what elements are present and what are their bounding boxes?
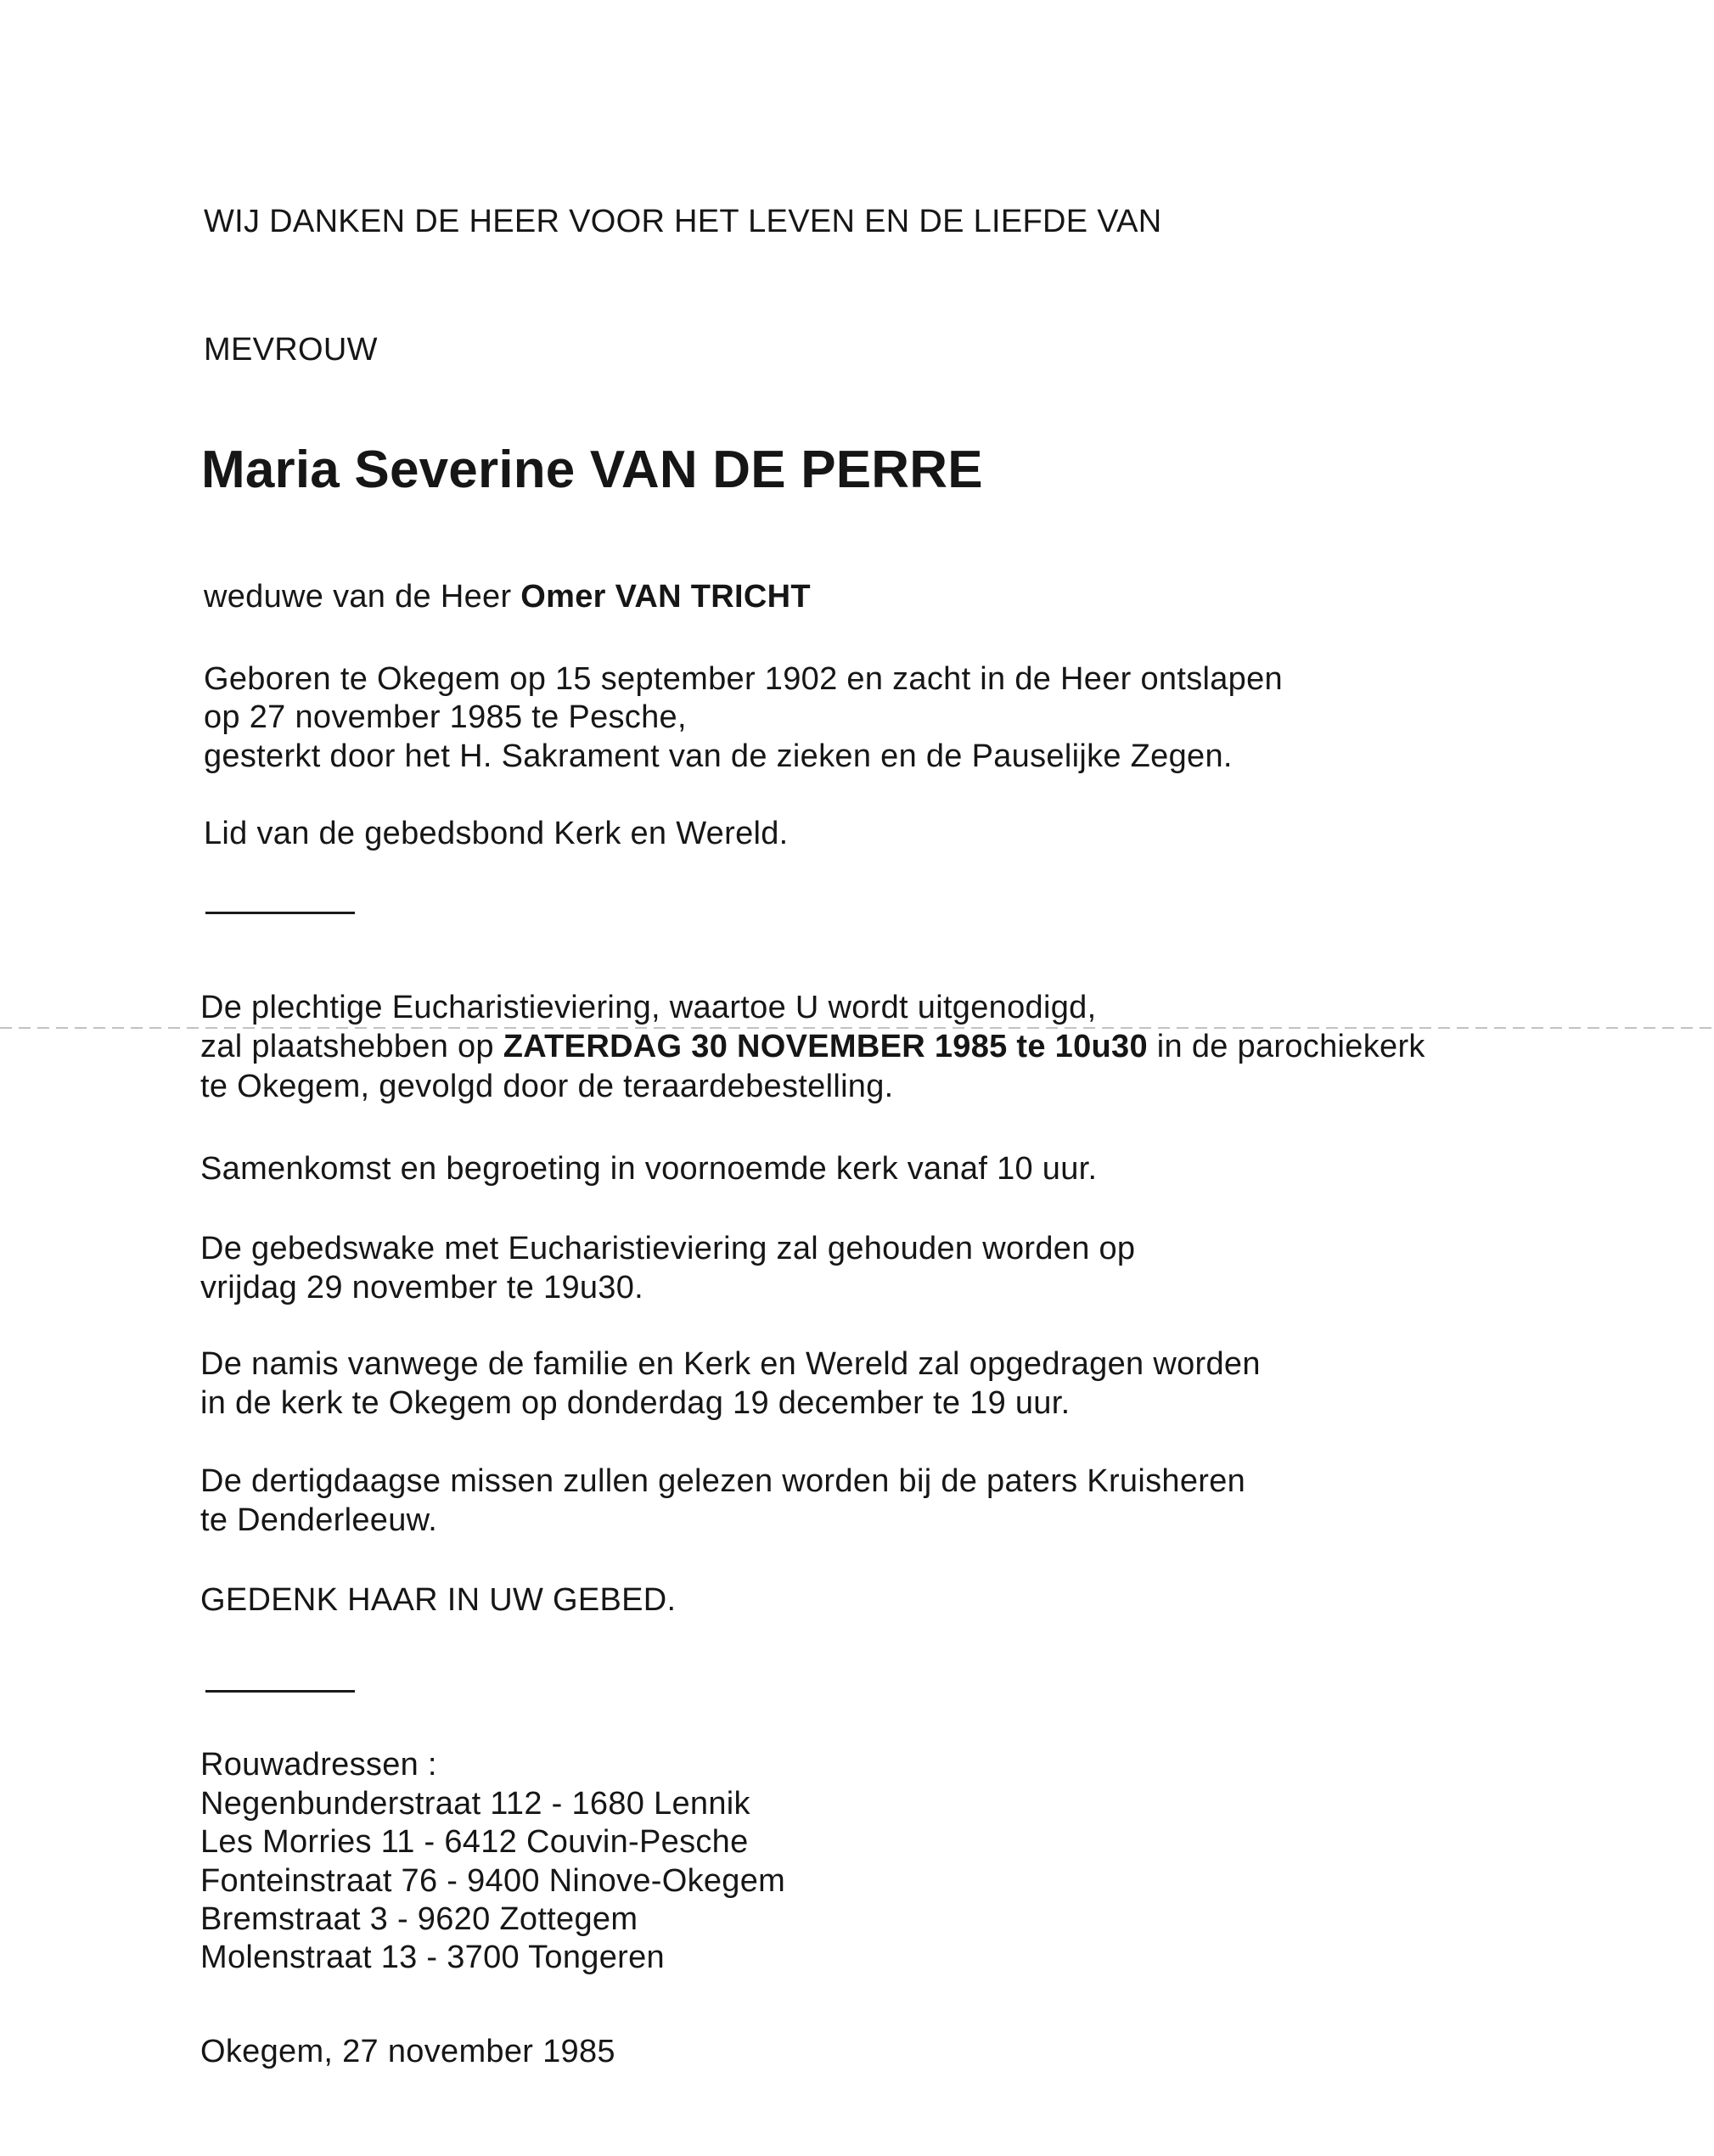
birth-line-1: Geboren te Okegem op 15 september 1902 en zacht in de Heer ontslapen xyxy=(204,661,1283,697)
service-line-2-suffix: in de parochiekerk xyxy=(1147,1029,1425,1064)
address-item: Negenbunderstraat 112 - 1680 Lennik xyxy=(200,1786,750,1822)
gathering-text: Samenkomst en begroeting in voornoemde kerk vanaf 10 uur. xyxy=(200,1151,1098,1187)
address-item: Fonteinstraat 76 - 9400 Ninove-Okegem xyxy=(200,1863,786,1899)
spouse-name: Omer VAN TRICHT xyxy=(520,579,811,615)
divider-line-top xyxy=(205,912,355,914)
service-line-2-prefix: zal plaatshebben op xyxy=(200,1029,503,1064)
address-item: Bremstraat 3 - 9620 Zottegem xyxy=(200,1901,638,1937)
widow-prefix: weduwe van de Heer xyxy=(204,579,521,615)
birth-line-2: op 27 november 1985 te Pesche, xyxy=(204,699,687,735)
service-line-3: te Okegem, gevolgd door de teraardebestelling. xyxy=(200,1069,894,1104)
widow-line xyxy=(204,577,811,616)
membership-text: Lid van de gebedsbond Kerk en Wereld. xyxy=(204,816,789,851)
deceased-name: Maria Severine VAN DE PERRE xyxy=(201,441,983,499)
address-item: Molenstraat 13 - 3700 Tongeren xyxy=(200,1940,665,1975)
thirty-day-line-1: De dertigdaagse missen zullen gelezen worden bij de paters Kruisheren xyxy=(200,1463,1246,1499)
intro-text: WIJ DANKEN DE HEER VOOR HET LEVEN EN DE LIEFDE VAN xyxy=(204,204,1162,239)
divider-line-bottom xyxy=(205,1690,355,1693)
mass-line-2: in de kerk te Okegem op donderdag 19 december te 19 uur. xyxy=(200,1385,1071,1421)
service-datetime: ZATERDAG 30 NOVEMBER 1985 te 10u30 xyxy=(503,1029,1148,1064)
vigil-line-2: vrijdag 29 november te 19u30. xyxy=(200,1270,644,1305)
title-prefix: MEVROUW xyxy=(204,332,378,368)
vigil-line-1: De gebedswake met Eucharistieviering zal gehouden worden op xyxy=(200,1231,1136,1266)
thirty-day-line-2: te Denderleeuw. xyxy=(200,1502,438,1538)
birth-line-3: gesterkt door het H. Sakrament van de zieken en de Pauselijke Zegen. xyxy=(204,738,1233,774)
remember-text: GEDENK HAAR IN UW GEBED. xyxy=(200,1582,677,1618)
service-line-2 xyxy=(200,1027,1425,1066)
place-and-date: Okegem, 27 november 1985 xyxy=(200,2034,615,2069)
service-line-1: De plechtige Eucharistieviering, waartoe U wordt uitgenodigd, xyxy=(200,990,1097,1025)
mass-line-1: De namis vanwege de familie en Kerk en Wereld zal opgedragen worden xyxy=(200,1346,1261,1382)
addresses-heading: Rouwadressen : xyxy=(200,1747,437,1783)
address-item: Les Morries 11 - 6412 Couvin-Pesche xyxy=(200,1824,749,1860)
